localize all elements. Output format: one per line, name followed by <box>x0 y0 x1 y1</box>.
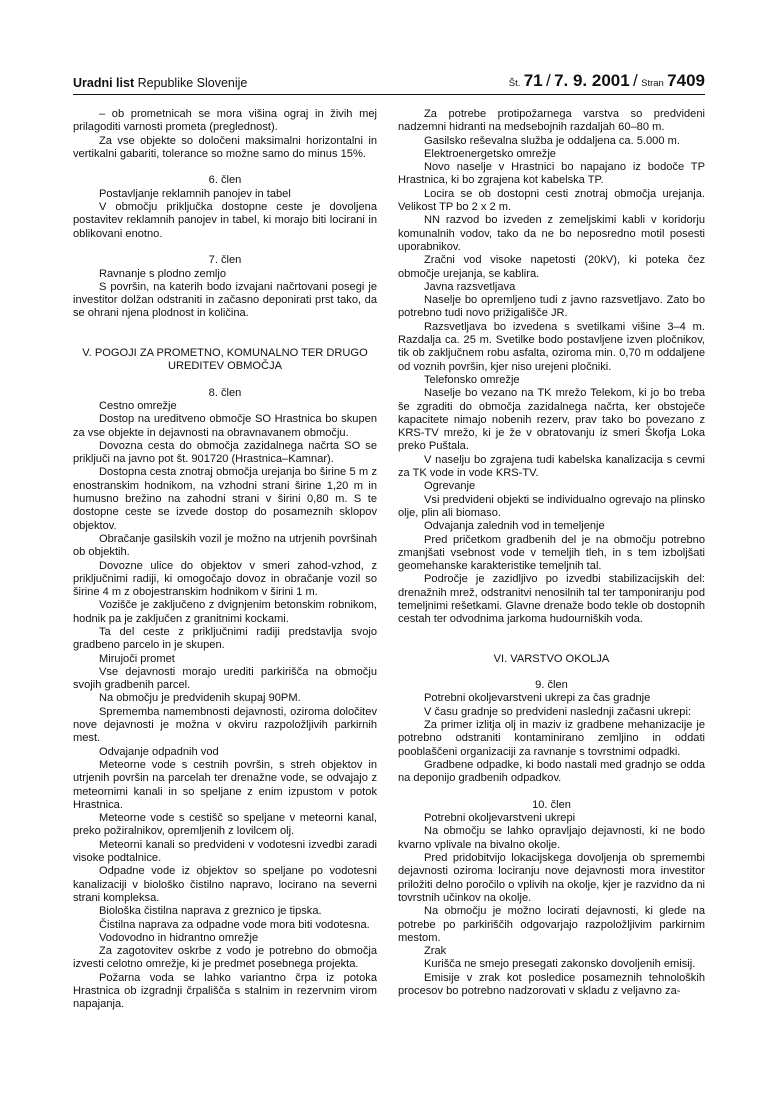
article-heading: 10. člen <box>532 798 571 811</box>
paragraph: Biološka čistilna naprava z greznico je tipska. <box>99 905 322 918</box>
paragraph: Elektroenergetsko omrežje <box>424 147 556 160</box>
paragraph: Javna razsvetljava <box>424 280 516 293</box>
paragraph: V času gradnje so predvideni naslednji začasni ukrepi: <box>424 705 692 718</box>
paragraph: Potrebni okoljevarstveni ukrepi <box>424 812 576 825</box>
paragraph: Telefonsko omrežje <box>424 373 520 386</box>
separator: / <box>545 71 551 90</box>
paragraph: Ravnanje s plodno zemljo <box>99 267 227 280</box>
paragraph: Mirujoči promet <box>99 652 175 665</box>
right-column <box>398 108 705 998</box>
paragraph: V naselju bo zgrajena tudi kabelska kanalizacija s cevmi za TK vode in vode KRS-TV. <box>398 453 705 480</box>
paragraph: Sprememba namembnosti dejavnosti, oziroma določitev nove dejavnosti je možna v okviru razpoložljivih parkirnih mest. <box>73 705 377 745</box>
page-header <box>73 70 705 95</box>
paragraph: Pred pridobitvijo lokacijskega dovoljenja ob spremembi dejavnosti oziroma lociranju nove dejavnosti mora investitor priložiti delno poročilo o vplivih na okolje, kjer je razvidno da ni tovrstnih učinkov na okolje. <box>398 852 705 904</box>
article-heading: 8. člen <box>208 386 242 399</box>
paragraph: Gasilsko reševalna služba je oddaljena ca. 5.000 m. <box>424 134 680 147</box>
paragraph: Na območju je možno locirati dejavnosti, ki glede na potrebe po parkiriščih odgovarjajo razpoložljivim parkirnim mestom. <box>398 905 705 944</box>
paragraph: Kurišča ne smejo presegati zakonsko dovoljenih emisij. <box>424 958 696 971</box>
paragraph: Odvajanje odpadnih vod <box>99 745 219 758</box>
paragraph: Področje je zazidljivo po izvedbi stabilizacijskih del: drenažnih mrež, odstranitvi nenosilnih tal ter tamponiranju pod temeljnimi rešetkami. Glavne drenaže bodo tekle ob dostopnih cestah ter odvodnima jarkoma hudourniških voda. <box>398 573 705 626</box>
paragraph: Zračni vod visoke napetosti (20kV), ki poteka čez območje urejanja, se kablira. <box>398 254 705 280</box>
paragraph: Potrebni okoljevarstveni ukrepi za čas gradnje <box>424 692 651 705</box>
paragraph: Novo naselje v Hrastnici bo napajano iz bodoče TP Hrastnica, ki bo zgrajena kot kabelska TP. <box>398 161 705 187</box>
issue-number: 71 <box>523 71 543 90</box>
paragraph: Čistilna naprava za odpadne vode mora biti vodotesna. <box>99 918 370 931</box>
paragraph: Za vse objekte so določeni maksimalni horizontalni in vertikalni gabariti, tolerance so možne samo do minus 15%. <box>73 134 377 160</box>
paragraph: Razsvetljava bo izvedena s svetilkami višine 3–4 m. Razdalja ca. 25 m. Svetilke bodo postavljene izven pločnikov, tik ob zaključnem robu asfalta, oziroma min. 0,70 m oddaljene od voznih površin, kjer niso urejeni pločniki. <box>398 320 705 373</box>
paragraph: Za zagotovitev oskrbe z vodo je potrebno do območja izvesti celotno omrežje, ki je predmet posebnega projekta. <box>73 945 377 971</box>
paragraph: Za potrebe protipožarnega varstva so predvideni nadzemni hidranti na medsebojnih razdaljah 60–80 m. <box>398 108 705 134</box>
paragraph: Za primer izlitja olj in maziv iz gradbene mehanizacije je potrebno odstraniti kontaminirano zemljino in oddati pooblaščeni organizaciji za ravnanje s tovrstnimi odpadki. <box>398 719 705 758</box>
paragraph: Ta del ceste z priključnimi radiji predstavlja svojo gradbeno parcelo in je skupen. <box>73 625 377 652</box>
article-heading: 7. člen <box>208 254 242 267</box>
paragraph: Naselje bo opremljeno tudi z javno razsvetljavo. Zato bo potrebno tudi novo prižigališče JR. <box>398 294 705 320</box>
paragraph: Locira se ob dostopni cesti znotraj območja urejanja. Velikost TP bo 2 x 2 m. <box>398 187 705 214</box>
chapter-heading: V. POGOJI ZA PROMETNO, KOMUNALNO TER DRUGO UREDITEV OBMOČJA <box>82 346 368 373</box>
chapter-heading: VI. VARSTVO OKOLJA <box>493 652 610 665</box>
paragraph: Dostopna cesta znotraj območja urejanja bo širine 5 m z enostranskim hodnikom, na vzhodni strani širine 1,20 m in humusno brežino na zahodni strani v širini 0,80 m. S te dostopne ceste se izvede dostop do posameznih sklopov objektov. <box>73 466 377 532</box>
paragraph: Zrak <box>424 945 447 958</box>
separator: / <box>633 71 638 90</box>
paragraph: Vodovodno in hidrantno omrežje <box>99 931 259 944</box>
paragraph: Požarna voda se lahko variantno črpa iz potoka Hrastnica ob izgradnji črpališča s stalnim in rezervnim virom napajanja. <box>73 971 377 1011</box>
paragraph: Dovozna cesta do območja zazidalnega načrta SO se priključi na javno pot št. 901720 (Hrastnica–Kamnar). <box>73 439 377 466</box>
issue-label: Št. <box>508 78 521 89</box>
journal-title-bold: Uradni list <box>73 76 135 90</box>
paragraph: Vsi predvideni objekti se individualno ogrevajo na plinsko olje, plin ali biomaso. <box>398 493 705 519</box>
page-number: 7409 <box>667 71 705 90</box>
article-heading: 9. člen <box>535 679 568 692</box>
paragraph: – ob prometnicah se mora višina ograj in živih mej prilagoditi varnosti prometa (preglednost). <box>73 108 377 134</box>
paragraph: Obračanje gasilskih vozil je možno na utrjenih površinah ob objektih. <box>73 532 377 559</box>
issue-date: 7. 9. 2001 <box>554 71 630 90</box>
paragraph: Odpadne vode iz objektov so speljane po vodotesni kanalizaciji v biološko čistilno napravo, locirano na severni strani kompleksa. <box>73 865 377 904</box>
paragraph: Pred pričetkom gradbenih del je na območju potrebno zmanjšati vsebnost vode v temeljih tleh, in s tem izboljšati geomehanske karakteristike temeljnih tal. <box>398 533 705 573</box>
paragraph: Dostop na ureditveno območje SO Hrastnica bo skupen za vse objekte in dejavnosti na obravnavanem območju. <box>73 413 377 439</box>
journal-title-rest: Republike Slovenije <box>134 76 248 90</box>
paragraph: Meteorni kanali so predvideni v vodotesni izvedbi zaradi visoke podtalnice. <box>73 838 377 865</box>
left-column <box>73 108 377 1012</box>
paragraph: V območju priključka dostopne ceste je dovoljena postavitev reklamnih panojev in tabel, ki morajo biti locirani in oblikovani enotno. <box>73 201 377 240</box>
journal-title <box>73 76 247 90</box>
paragraph: S površin, na katerih bodo izvajani načrtovani posegi je investitor dolžan odstraniti in začasno deponirati prst tako, da se ohrani njena plodnost in količina. <box>73 280 377 320</box>
paragraph: Ogrevanje <box>424 480 476 493</box>
paragraph: Na območju je predvidenih skupaj 90PM. <box>99 692 301 705</box>
paragraph: Dovozne ulice do objektov v smeri zahod-vzhod, z priključnimi radiji, ki omogočajo dovoz in obračanje vozil so širine 4 m z obojestranskim hodnikom v širini 1 m. <box>73 559 377 599</box>
paragraph: Meteorne vode s cestišč so speljane v meteorni kanal, preko požiralnikov, opremljenih z lovilcem olj. <box>73 812 377 838</box>
paragraph: Vozišče je zaključeno z dvignjenim betonskim robnikom, hodnik pa je zaključen z granitnimi kockami. <box>73 599 377 625</box>
paragraph: Naselje bo vezano na TK mrežo Telekom, ki jo bo treba še zgraditi do območja zazidalnega načrta, ker obstoječe kapacitete nimajo nobenih rezerv, prav tako bo povezano z KRS-TV mrežo, ki je že v obratovanju iz smeri Škofja Loka preko Puštala. <box>398 387 705 453</box>
paragraph: Meteorne vode s cestnih površin, s streh objektov in utrjenih površin na parcelah ter drenažne vode, se odvajajo z meteornimi kanali in so speljane z enim izpustom v potok Hrastnica. <box>73 758 377 811</box>
paragraph: Gradbene odpadke, ki bodo nastali med gradnjo se odda na deponijo gradbenih odpadkov. <box>398 758 705 785</box>
paragraph: Na območju se lahko opravljajo dejavnosti, ki ne bodo kvarno vplivale na bivalno okolje. <box>398 825 705 851</box>
page-label: Stran <box>641 78 664 89</box>
paragraph: Emisije v zrak kot posledice posameznih tehnoloških procesov bo potrebno nadzorovati v skladu z veljavno za- <box>398 971 705 997</box>
issue-info <box>509 71 705 91</box>
article-heading: 6. člen <box>208 174 242 187</box>
paragraph: NN razvod bo izveden z zemeljskimi kabli v koridorju komunalnih vodov, tako da ne bo neposredno motil posesti uporabnikov. <box>398 214 705 253</box>
paragraph: Vse dejavnosti morajo urediti parkirišča na območju svojih gradbenih parcel. <box>73 665 377 692</box>
paragraph: Odvajanja zalednih vod in temeljenje <box>424 520 605 533</box>
paragraph: Postavljanje reklamnih panojev in tabel <box>99 187 291 200</box>
paragraph: Cestno omrežje <box>99 399 177 412</box>
